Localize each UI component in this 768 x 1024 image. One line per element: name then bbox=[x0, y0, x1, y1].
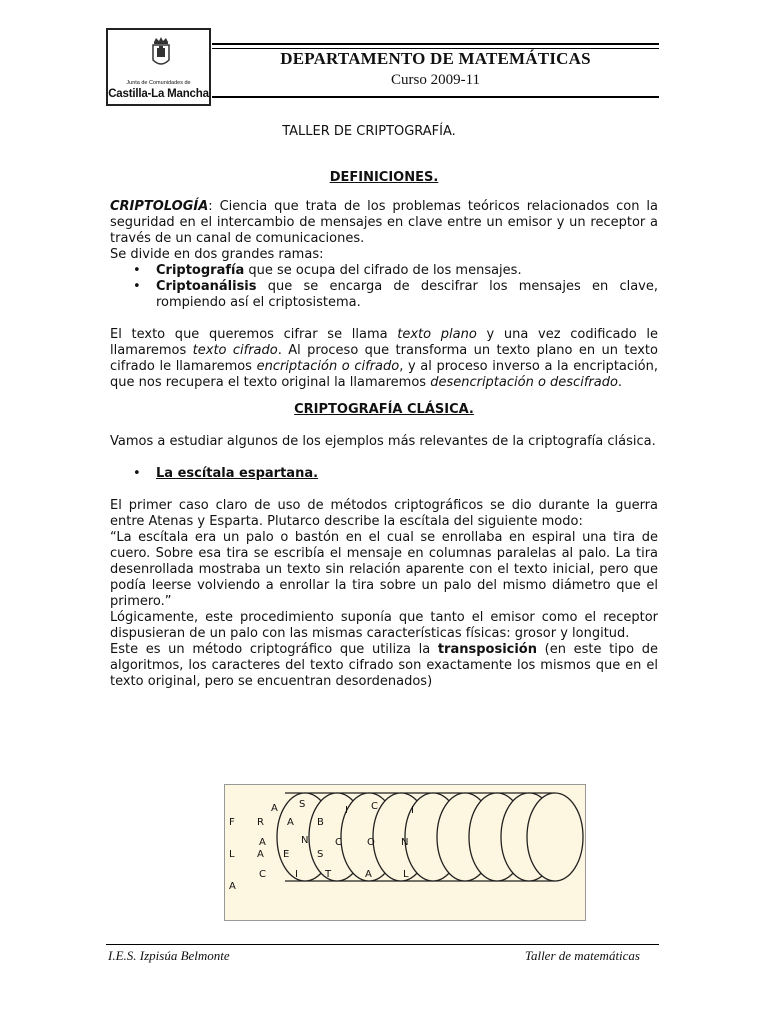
institution-logo bbox=[106, 28, 211, 106]
definitions-heading: DEFINICIONES. bbox=[329, 170, 439, 185]
cipher-letter: C bbox=[259, 869, 266, 880]
cipher-letter: F bbox=[229, 817, 235, 828]
document-title: TALLER DE CRIPTOGRAFÍA. bbox=[282, 124, 456, 139]
cipher-letter: O bbox=[367, 837, 375, 848]
criptologia-term: CRIPTOLOGÍA bbox=[110, 199, 209, 214]
department-title: DEPARTAMENTO DE MATEMÁTICAS bbox=[280, 49, 591, 68]
cipher-letter: R bbox=[257, 817, 264, 828]
branch-text: que se encarga de descifrar los mensajes en clave, rompiendo así el criptosistema. bbox=[156, 279, 658, 310]
cipher-letter: I bbox=[345, 805, 348, 816]
cipher-letter: A bbox=[257, 849, 264, 860]
cipher-letter: A bbox=[229, 881, 236, 892]
plain-text-paragraph: El texto que queremos cifrar se llama texto plano y una vez codificado le llamaremos texto cifrado. Al proceso que transforma un texto plano en un texto cifrado le llamaremos encriptación o cifrado, y al proceso inverso a la encriptación, que nos recupera el texto original la llamaremos desencriptación o descifrado. bbox=[110, 327, 659, 390]
scytale-heading: • La escítala espartana. bbox=[110, 466, 658, 482]
classic-intro: Vamos a estudiar algunos de los ejemplos más relevantes de la criptografía clásica. bbox=[110, 434, 656, 449]
strip-wrap bbox=[527, 793, 583, 881]
crown-crest-icon bbox=[145, 36, 177, 74]
document-body bbox=[110, 124, 658, 690]
cipher-letter: S bbox=[317, 849, 324, 860]
cipher-letter: C bbox=[335, 837, 342, 848]
cipher-letter: A bbox=[365, 869, 372, 880]
cipher-letter: L bbox=[403, 869, 409, 880]
cipher-letter: B bbox=[317, 817, 324, 828]
classic-heading: CRIPTOGRAFÍA CLÁSICA. bbox=[294, 402, 474, 417]
cipher-letter: T bbox=[325, 869, 332, 880]
logo-subtitle: Junta de Comunidades de bbox=[126, 80, 191, 86]
branch-term: Criptoanálisis bbox=[156, 279, 257, 294]
course-label: Curso 2009-11 bbox=[390, 72, 481, 88]
cipher-letter: A bbox=[287, 817, 294, 828]
footer-school: I.E.S. Izpisúa Belmonte bbox=[108, 948, 230, 963]
scytale-quote: “La escítala era un palo o bastón en el cual se enrollaba en espiral una tira de cuero. Sobre esa tira se escribía el mensaje en columnas paralelas al palo. La tira desenrollada mostraba un texto sin relación aparente con el texto inicial, pero que podía leerse volviendo a enrollar la tira sobre un palo del mismo diámetro que el primero.” bbox=[110, 530, 658, 609]
footer-rule bbox=[106, 944, 659, 945]
logo-title: Castilla-La Mancha bbox=[108, 88, 209, 100]
header-rule-bottom bbox=[212, 96, 659, 98]
list-item bbox=[156, 279, 658, 311]
scytale-intro: El primer caso claro de uso de métodos criptográficos se dio durante la guerra entre Atenas y Esparta. Plutarco describe la escítala del siguiente modo: bbox=[110, 498, 658, 529]
cipher-letter: I bbox=[295, 869, 298, 880]
footer-workshop: Taller de matemáticas bbox=[524, 948, 640, 963]
scytale-illustration bbox=[225, 785, 587, 922]
scytale-transposition: Este es un método criptográfico que utiliza la transposición (en este tipo de algoritmos, los caracteres del texto cifrado son exactamente los mismos que en el texto original, pero se encuentran desordenados) bbox=[110, 642, 658, 689]
branch-term: Criptografía bbox=[156, 263, 245, 278]
cipher-letter: N bbox=[301, 835, 309, 846]
header-rule-top bbox=[212, 43, 659, 45]
criptologia-definition bbox=[110, 199, 658, 247]
cipher-letter: N bbox=[401, 837, 409, 848]
branches-list bbox=[110, 263, 658, 311]
cipher-letter: C bbox=[371, 801, 378, 812]
scytale-logic: Lógicamente, este procedimiento suponía que tanto el emisor como el receptor dispusieran de un palo con las mismas características físicas: grosor y longitud. bbox=[110, 610, 658, 641]
scytale-figure bbox=[224, 784, 586, 921]
list-item bbox=[156, 263, 658, 279]
branches-intro: Se divide en dos grandes ramas: bbox=[110, 247, 324, 262]
cipher-letter: I bbox=[411, 805, 414, 816]
branch-text: que se ocupa del cifrado de los mensajes. bbox=[244, 263, 522, 278]
cipher-letter: S bbox=[299, 799, 306, 810]
cipher-letter: A bbox=[259, 837, 266, 848]
cipher-letter: E bbox=[283, 849, 290, 860]
cipher-letter: A bbox=[271, 803, 278, 814]
scytale-rod bbox=[277, 793, 583, 881]
criptologia-text: : Ciencia que trata de los problemas teóricos relacionados con la seguridad en el intercambio de mensajes en clave entre un emisor y un receptor a través de un canal de comunicaciones. bbox=[110, 199, 658, 246]
cipher-letter: L bbox=[229, 849, 235, 860]
